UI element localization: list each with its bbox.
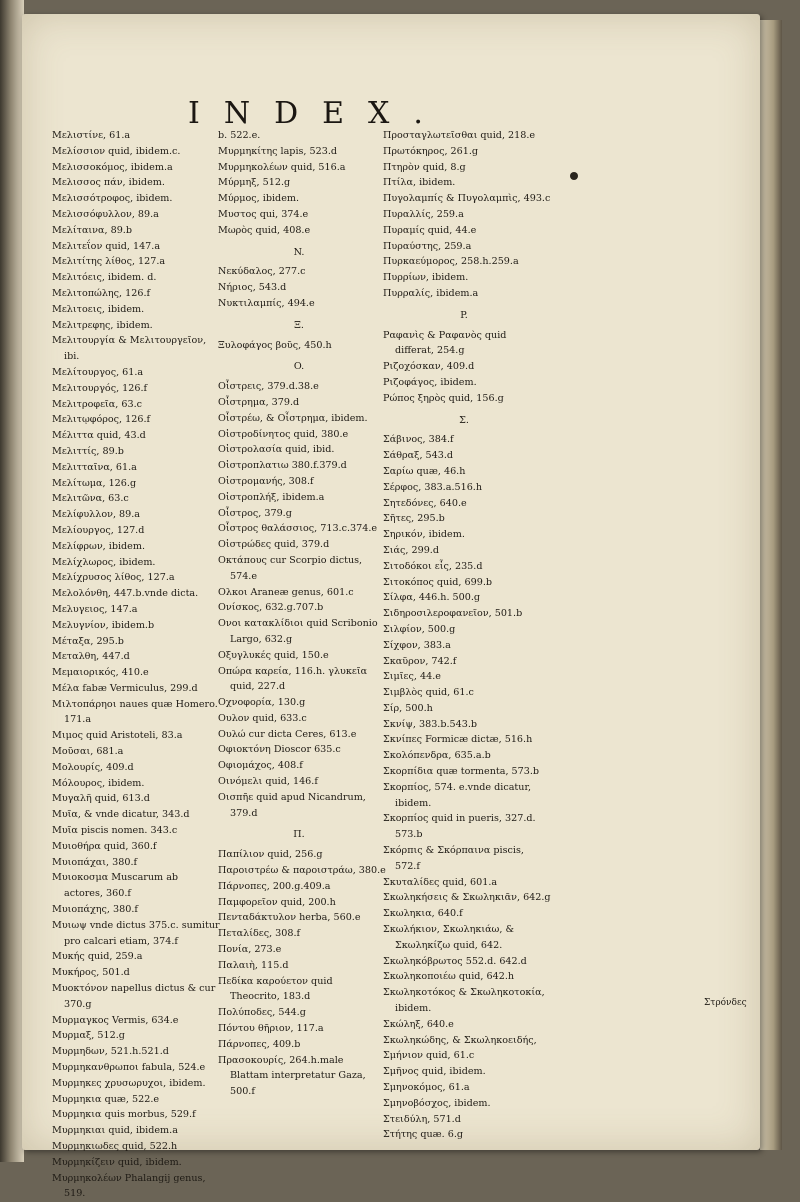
index-entry: Μέλιττα quid, 43.d xyxy=(52,430,146,442)
index-column-2 xyxy=(218,128,386,1100)
index-entry: Σιμβλὸς quid, 61.c xyxy=(383,687,474,699)
index-entry: Μελυγειος, 147.a xyxy=(52,603,138,615)
index-entry: Οφιομάχος, 408.f xyxy=(218,760,303,772)
index-entry: Μυγαλῆ quid, 613.d xyxy=(52,793,150,805)
index-entry: Μυκής quid, 259.a xyxy=(52,951,143,963)
index-entry: Νυκτιλαμπίς, 494.e xyxy=(218,297,315,309)
index-column-1 xyxy=(52,128,220,1202)
index-entry: Μελιτεΐον quid, 147.a xyxy=(52,240,161,252)
index-entry: Πονία, 273.e xyxy=(218,944,282,956)
index-entry: Μελισσότροφος, ibidem. xyxy=(52,193,173,205)
index-entry: Ουλον quid, 633.c xyxy=(218,712,307,724)
index-entry: Μυιοκοσμα Muscarum ab actores, 360.f xyxy=(52,872,179,900)
index-entry: Σκορπίδια quæ tormenta, 573.b xyxy=(383,766,540,778)
page-fore-edge xyxy=(760,20,782,1150)
ink-speck xyxy=(570,172,578,180)
index-entry: Μελισσος πάν, ibidem. xyxy=(52,177,165,189)
index-entry: Ουλώ cur dicta Ceres, 613.e xyxy=(218,728,357,740)
index-entry: Ξυλοφάγος βοῦς, 450.h xyxy=(218,339,332,351)
section-heading-pi: Π. xyxy=(293,829,305,841)
page-title: INDEX. xyxy=(188,96,447,131)
index-entry: Σκώληξ, 640.e xyxy=(383,1018,454,1030)
index-entry: Σιμῖες, 44.e xyxy=(383,671,441,683)
index-entry: Μυρμηκιωδες quid, 522.h xyxy=(52,1141,178,1152)
index-entry: Πυραύστης, 259.a xyxy=(383,240,472,252)
index-entry: Μυῖα, & vnde dicatur, 343.d xyxy=(52,809,190,821)
index-entry: Πολύποδες, 544.g xyxy=(218,1007,306,1019)
index-entry: Μελιττίς, 89.b xyxy=(52,445,124,457)
index-entry: Μυιωψ vnde dictus 375.c. sumitur pro calcari etiam, 374.f xyxy=(52,919,220,947)
section-heading-n: N. xyxy=(293,246,305,258)
index-entry: Πυρραλίς, ibidem.a xyxy=(383,287,479,299)
index-entry: Μυρμηκανθρωποι fabula, 524.e xyxy=(52,1062,206,1074)
index-entry: Σιλφίον, 500.g xyxy=(383,623,456,635)
index-entry: Παμφορεῖον quid, 200.h xyxy=(218,896,336,908)
index-entry: Μυοκτόνον napellus dictus & cur 370.g xyxy=(52,983,216,1010)
section-heading-sigma: Σ. xyxy=(459,414,469,426)
index-entry: Μελιτρεφης, ibidem. xyxy=(52,319,153,331)
index-entry: Σκορπίος quid in pueris, 327.d. 573.b xyxy=(383,813,536,841)
index-entry: Μυρμηκολέων quid, 516.a xyxy=(218,161,346,173)
index-entry: Μυρμαγκος Vermis, 634.e xyxy=(52,1014,179,1026)
index-entry: Ριζοφάγος, ibidem. xyxy=(383,376,477,388)
index-entry: Μοῦσαι, 681.a xyxy=(52,746,124,758)
index-entry: Μελιτουργία & Μελιτουργεῖον, ibi. xyxy=(52,335,207,363)
index-entry: Σιτοδόκοι εἷς, 235.d xyxy=(383,560,483,572)
index-entry: Μελιτῶνα, 63.c xyxy=(52,493,129,505)
index-entry: Μυστος qui, 374.e xyxy=(218,208,309,220)
index-entry: Οφιοκτόνη Dioscor 635.c xyxy=(218,744,341,756)
index-entry: Προσταγλωτεῖσθαι quid, 218.e xyxy=(383,130,536,141)
index-entry: Μελυγνίον, ibidem.b xyxy=(52,619,155,631)
section-heading-o: O. xyxy=(293,361,305,373)
index-entry: Ραφανὶς & Ραφανὸς quid differat, 254.g xyxy=(383,329,507,357)
index-entry: Μελίσσιον quid, ibidem.c. xyxy=(52,145,181,157)
index-entry: Παλαιὴ, 115.d xyxy=(218,959,289,971)
index-entry: Σίρ, 500.h xyxy=(383,702,433,714)
index-entry: Οἶστρος, 379.g xyxy=(218,507,292,519)
index-entry: Μελίφυλλον, 89.a xyxy=(52,509,141,521)
index-entry: Ριζοχόσκαν, 409.d xyxy=(383,361,475,373)
section-heading-rho: P. xyxy=(460,309,468,321)
index-entry: Μυρμηκίτης lapis, 523.d xyxy=(218,145,338,157)
index-entry: Μυιοπάχαι, 380.f xyxy=(52,856,138,868)
index-entry: Πυρκαεύμορος, 258.h.259.a xyxy=(383,256,519,268)
index-entry: Σμηνοβόσχος, ibidem. xyxy=(383,1097,491,1109)
index-entry: Σκολόπενδρα, 635.a.b xyxy=(383,750,491,762)
index-entry: Σκωλήκιον, Σκωληκιάω, & Σκωληκίζω quid, 642. xyxy=(383,924,515,951)
index-entry: Μελιτταῖνα, 61.a xyxy=(52,461,137,473)
index-entry: Σκόρπις & Σκόρπαινα piscis, 572.f xyxy=(383,845,524,872)
index-entry: Μυρμηκολέων Phalangij genus, 519. xyxy=(52,1172,206,1200)
index-entry: Σιδηροσιλεροφανεῖον, 501.b xyxy=(383,608,523,620)
index-entry: Σκωληκια, 640.f xyxy=(383,908,463,920)
index-entry: Πάρνοπες, 409.b xyxy=(218,1038,301,1050)
index-entry: Πυραμίς quid, 44.e xyxy=(383,224,477,236)
index-entry: Μελίχλωρος, ibidem. xyxy=(52,556,156,568)
index-entry: Μωρὸς quid, 408.e xyxy=(218,224,311,236)
index-entry: Μελίουργος, 127.d xyxy=(52,524,145,536)
index-entry: Μελισσοκόμος, ibidem.a xyxy=(52,161,173,173)
index-entry: Πυραλλίς, 259.a xyxy=(383,208,464,220)
index-entry: Οἰστρομανής, 308.f xyxy=(218,475,314,487)
index-entry: Οξυγλυκές quid, 150.e xyxy=(218,649,329,661)
index-entry: Μελίταινα, 89.b xyxy=(52,224,132,236)
index-entry: Μολουρίς, 409.d xyxy=(52,761,134,773)
index-entry: Παροιστρέω & παροιστράω, 380.e xyxy=(218,865,386,877)
index-entry: Οἶστρεις, 379.d.38.e xyxy=(218,381,319,393)
index-entry: Οἶστρημα, 379.d xyxy=(218,396,300,408)
index-entry: Οἰστρώδες quid, 379.d xyxy=(218,539,330,551)
index-entry: Μεμαιορικός, 410.e xyxy=(52,667,149,679)
index-entry: Σκωληκοποιέω quid, 642.h xyxy=(383,971,515,983)
index-entry: Πενταδάκτυλον herba, 560.e xyxy=(218,912,361,924)
index-entry: Μυρμηκίζειν quid, ibidem. xyxy=(52,1156,182,1168)
index-entry: Σιτοκόπος quid, 699.b xyxy=(383,576,493,588)
index-entry: Μύρμος, ibidem. xyxy=(218,193,300,205)
index-entry: Σκυταλίδες quid, 601.a xyxy=(383,876,498,888)
index-entry: Οἶστρέω, & Οἶστρημα, ibidem. xyxy=(218,412,368,424)
section-heading-xi: Ξ. xyxy=(294,319,304,331)
index-entry: Μυιοθήρα quid, 360.f xyxy=(52,840,157,852)
index-entry: Σάθραξ, 543.d xyxy=(383,450,454,462)
index-entry: Μέλα fabæ Vermiculus, 299.d xyxy=(52,682,198,694)
index-entry: Σμηνοκόμος, 61.a xyxy=(383,1082,470,1094)
index-entry: Μόλουρος, ibidem. xyxy=(52,777,145,789)
index-entry: Νεκύδαλος, 277.c xyxy=(218,266,306,278)
index-entry: Στειδύλη, 571.d xyxy=(383,1113,461,1125)
index-entry: Σίχφον, 383.a xyxy=(383,639,451,651)
index-entry: Οκτάπους cur Scorpio dictus, 574.e xyxy=(218,554,363,582)
index-entry: Μεταλθη, 447.d xyxy=(52,651,130,663)
index-entry: Μελίφρων, ibidem. xyxy=(52,540,145,552)
index-entry: Πρωτόκηρος, 261.g xyxy=(383,145,479,157)
index-entry: Σκωληκήσεις & Σκωληκιᾶν, 642.g xyxy=(383,892,551,904)
index-entry: Μελολόνθη, 447.b.vnde dicta. xyxy=(52,588,199,600)
index-entry: Μυρμηκια quis morbus, 529.f xyxy=(52,1109,196,1121)
index-entry: Μελιστίνε, 61.a xyxy=(52,130,131,141)
index-column-3 xyxy=(383,128,551,1143)
index-entry: Ρώπος ξηρὸς quid, 156.g xyxy=(383,392,504,404)
index-entry: Μελιτοπώλης, 126.f xyxy=(52,287,151,299)
index-entry: Πάρνοπες, 200.g.409.a xyxy=(218,880,331,892)
index-entry: Μυιοπάχης, 380.f xyxy=(52,904,138,916)
index-entry: Πρασοκουρίς, 264.h.male Blattam interpretatur Gaza, 500.f xyxy=(218,1054,366,1098)
index-entry: Πεδίκα καρούετον quid Theocrito, 183.d xyxy=(218,975,333,1003)
index-entry: Σκωληκώδης, & Σκωληκοειδής, xyxy=(383,1034,537,1046)
index-entry: Μυκήρος, 501.d xyxy=(52,967,130,979)
index-entry: Οἰστροδίνητος quid, 380.e xyxy=(218,428,349,440)
index-entry: Μυρμηκες χρυσωρυχοι, ibidem. xyxy=(52,1077,206,1089)
index-entry: Πεταλίδες, 308.f xyxy=(218,928,301,940)
index-entry: Σκωληκόβρωτος 552.d. 642.d xyxy=(383,955,527,967)
index-entry: Πόντου θῆριον, 117.a xyxy=(218,1023,324,1035)
index-entry: Μελίτουργος, 61.a xyxy=(52,366,144,378)
index-entry: Οχνοφορία, 130.g xyxy=(218,697,306,709)
index-entry: Πυρρίων, ibidem. xyxy=(383,272,469,284)
index-entry: Μυρμαξ, 512.g xyxy=(52,1030,125,1042)
index-entry: Στήτης quæ. 6.g xyxy=(383,1129,464,1141)
index-entry: Σκνίπες Formicæ dictæ, 516.h xyxy=(383,734,533,746)
index-entry: Μελιτίτης λίθος, 127.a xyxy=(52,256,166,268)
index-entry: Μελισσόφυλλον, 89.a xyxy=(52,208,159,220)
index-entry: Μελιτροφεῖα, 63.c xyxy=(52,398,143,410)
catchword: Στρόνδες xyxy=(704,998,747,1008)
index-entry: Σκνίψ, 383.b.543.b xyxy=(383,718,478,730)
index-entry: Σηρικόν, ibidem. xyxy=(383,529,465,541)
index-entry: Μιλτοπάρηοι naues quæ Homero. 171.a xyxy=(52,698,218,726)
index-entry: Μύρμηξ, 512.g xyxy=(218,177,291,189)
index-entry: Ονοι κατακλίδιοι quid Scribonio Largo, 632.g xyxy=(218,618,378,645)
index-entry: Ολκοι Araneæ genus, 601.c xyxy=(218,586,354,598)
index-entry: Οἰστροπλήξ, ibidem.a xyxy=(218,491,325,503)
index-entry: Σαρίω quæ, 46.h xyxy=(383,465,466,477)
index-entry: Σμήνιον quid, 61.c xyxy=(383,1050,475,1062)
index-entry: Μελιτοεις, ibidem. xyxy=(52,303,145,315)
index-entry: Μυρμηκια quæ, 522.e xyxy=(52,1093,160,1105)
index-entry: Μελιτόεις, ibidem. d. xyxy=(52,272,157,284)
index-entry: Μυῖα piscis nomen. 343.c xyxy=(52,825,178,837)
index-entry: Σάβινος, 384.f xyxy=(383,434,454,446)
index-entry: Σκωληκοτόκος & Σκωληκοτοκία, ibidem. xyxy=(383,987,545,1015)
index-entry: b. 522.e. xyxy=(218,130,261,141)
index-entry: Μελιτουργός, 126.f xyxy=(52,382,148,394)
index-entry: Οἶστρος θαλάσσιος, 713.c.374.e xyxy=(218,523,378,535)
index-entry: Μιμος quid Aristoteli, 83.a xyxy=(52,730,183,742)
index-entry: Οισπῆε quid apud Nicandrum, 379.d xyxy=(218,791,366,819)
index-entry: Σητεδόνες, 640.e xyxy=(383,497,467,509)
index-entry: Νήριος, 543.d xyxy=(218,282,287,294)
index-entry: Μέταξα, 295.b xyxy=(52,635,124,647)
index-entry: Ονίσκος, 632.g.707.b xyxy=(218,602,324,614)
index-entry: Σμῆνος quid, ibidem. xyxy=(383,1066,486,1078)
index-entry: Μελιτῳφόρος, 126.f xyxy=(52,414,151,426)
index-entry: Μελίτωμα, 126.g xyxy=(52,477,137,489)
index-entry: Μυρμηκιαι quid, ibidem.a xyxy=(52,1125,178,1137)
index-entry: Σκορπίος, 574. e.vnde dicatur, ibidem. xyxy=(383,781,532,809)
index-entry: Σιάς, 299.d xyxy=(383,544,439,556)
index-entry: Σίλφα, 446.h. 500.g xyxy=(383,592,481,604)
index-entry: Σέρφος, 383.a.516.h xyxy=(383,481,483,493)
index-entry: Μελίχρυσος λίθος, 127.a xyxy=(52,572,175,584)
index-entry: Σῆτες, 295.b xyxy=(383,513,445,525)
index-entry: Σκαῦρον, 742.f xyxy=(383,655,457,667)
index-entry: Οπώρα καρεία, 116.h. γλυκεῖα quid, 227.d xyxy=(218,665,368,693)
index-entry: Μυρμηδων, 521.h.521.d xyxy=(52,1046,169,1058)
index-entry: Πυγολαμπίς & Πυγολαμπὶς, 493.c xyxy=(383,193,551,205)
index-entry: Πτίλα, ibidem. xyxy=(383,177,456,189)
index-entry: Οἰστροπλατιω 380.f.379.d xyxy=(218,460,347,472)
index-entry: Οἰστρολασία quid, ibid. xyxy=(218,444,335,456)
index-entry: Παπίλιον quid, 256.g xyxy=(218,849,323,861)
index-entry: Οινόμελι quid, 146.f xyxy=(218,776,318,788)
index-entry: Πτηρὸν quid, 8.g xyxy=(383,161,466,173)
book-binding xyxy=(0,0,24,1162)
